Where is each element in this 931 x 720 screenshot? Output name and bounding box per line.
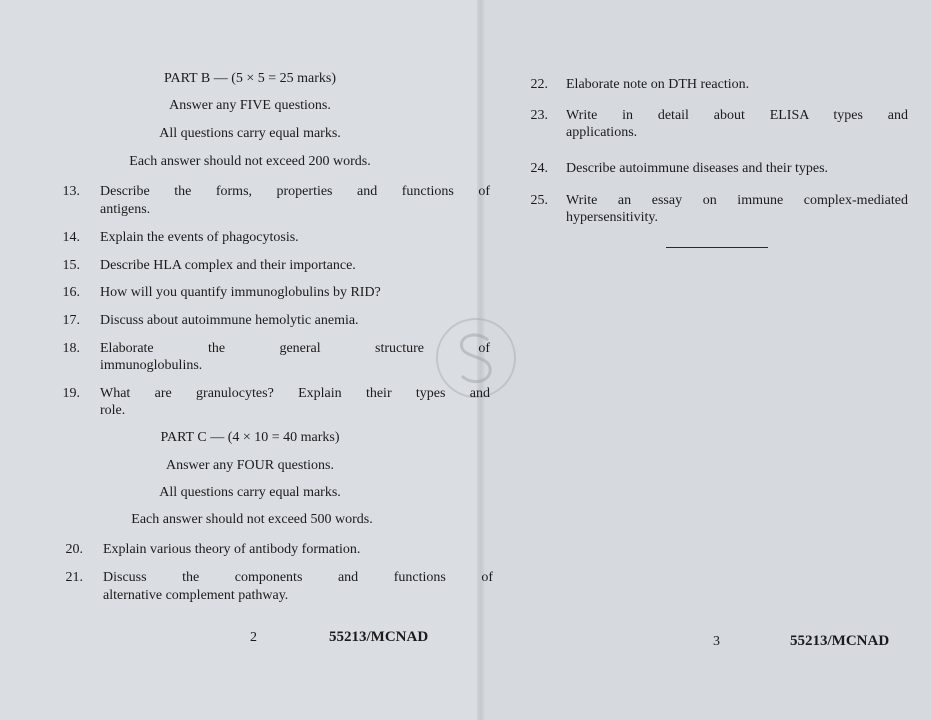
paper-code-left: 55213/MCNAD <box>329 629 429 645</box>
question-number: 21. <box>65 570 83 585</box>
part-c-heading: PART C — (4 × 10 = 40 marks) <box>160 430 340 445</box>
question-number: 15. <box>62 258 80 273</box>
question-text-continued: immunoglobulins. <box>100 358 203 373</box>
part-b-instruction-count: Answer any FIVE questions. <box>169 98 331 113</box>
question-text: Describe the forms, properties and functions of <box>100 184 490 199</box>
part-b-instruction-marks: All questions carry equal marks. <box>159 126 341 141</box>
question-text: Explain the events of phagocytosis. <box>100 230 299 245</box>
question-text: What are granulocytes? Explain their types and <box>100 386 490 401</box>
end-of-paper-rule <box>666 247 768 248</box>
question-text: Elaborate the general structure of <box>100 341 490 356</box>
page-number-right: 3 <box>713 634 720 649</box>
part-c-instruction-words: Each answer should not exceed 500 words. <box>131 512 373 527</box>
question-text: Describe HLA complex and their importance. <box>100 258 356 273</box>
part-c-instruction-marks: All questions carry equal marks. <box>159 485 341 500</box>
part-b-instruction-words: Each answer should not exceed 200 words. <box>129 154 371 169</box>
question-text: Write in detail about ELISA types and <box>566 108 908 123</box>
question-number: 16. <box>62 285 80 300</box>
question-text: How will you quantify immunoglobulins by RID? <box>100 285 381 300</box>
question-text: Discuss the components and functions of <box>103 570 493 585</box>
part-c-instruction-count: Answer any FOUR questions. <box>166 458 334 473</box>
question-number: 18. <box>62 341 80 356</box>
question-text: Explain various theory of antibody formation. <box>103 542 361 557</box>
question-text: Write an essay on immune complex-mediated <box>566 193 908 208</box>
question-text-continued: alternative complement pathway. <box>103 588 289 603</box>
part-b-heading: PART B — (5 × 5 = 25 marks) <box>163 71 337 86</box>
question-number: 17. <box>62 313 80 328</box>
question-number: 13. <box>62 184 80 199</box>
question-number: 25. <box>530 193 548 208</box>
question-number: 19. <box>62 386 80 401</box>
page-number-left: 2 <box>250 630 257 645</box>
question-text-continued: hypersensitivity. <box>566 210 659 225</box>
question-number: 20. <box>65 542 83 557</box>
question-number: 24. <box>530 161 548 176</box>
question-text-continued: role. <box>100 403 126 418</box>
question-number: 23. <box>530 108 548 123</box>
question-text-continued: applications. <box>566 125 638 140</box>
question-number: 22. <box>530 77 548 92</box>
question-text: Discuss about autoimmune hemolytic anemia. <box>100 313 359 328</box>
question-text-continued: antigens. <box>100 202 151 217</box>
paper-code-right: 55213/MCNAD <box>790 633 890 649</box>
question-text: Elaborate note on DTH reaction. <box>566 77 750 92</box>
question-text: Describe autoimmune diseases and their types. <box>566 161 829 176</box>
question-number: 14. <box>62 230 80 245</box>
